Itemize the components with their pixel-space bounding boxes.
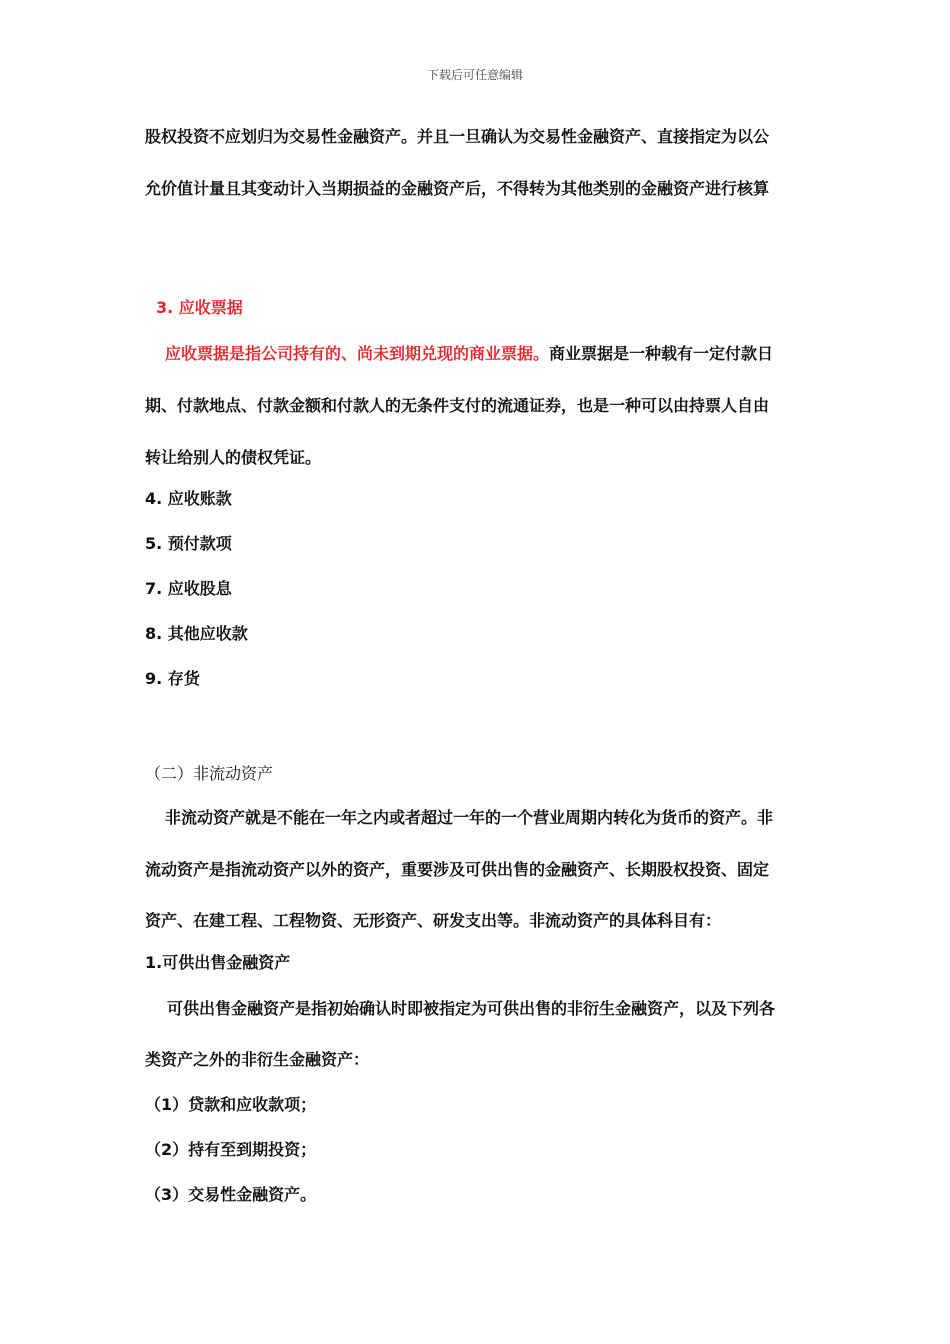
list-item: 4. 应收账款: [145, 489, 232, 508]
paragraph-line: 资产、在建工程、工程物资、无形资产、研发支出等。非流动资产的具体科目有：: [145, 911, 722, 930]
paragraph-line: 可供出售金融资产是指初始确认时即被指定为可供出售的非衍生金融资产，以及下列各: [167, 999, 776, 1018]
highlighted-definition: 应收票据是指公司持有的、尚未到期兑现的商业票据。: [165, 344, 550, 363]
page-header: 下载后可任意编辑: [426, 68, 523, 82]
paragraph-line: [165, 343, 835, 365]
paragraph-line: 流动资产是指流动资产以外的资产，重要涉及可供出售的金融资产、长期股权投资、固定: [145, 860, 770, 879]
list-item: （3）交易性金融资产。: [145, 1185, 317, 1204]
paragraph-line: 转让给别人的债权凭证。: [145, 448, 322, 467]
list-item: 9. 存货: [145, 669, 200, 688]
list-item: 8. 其他应收款: [145, 624, 248, 643]
subsection-heading-afs: 1.可供出售金融资产: [145, 953, 291, 972]
paragraph-line: 类资产之外的非衍生金融资产：: [145, 1050, 370, 1069]
section-heading-non-current-assets: （二）非流动资产: [145, 764, 274, 783]
paragraph-line: 期、付款地点、付款金额和付款人的无条件支付的流通证券，也是一种可以由持票人自由: [145, 396, 770, 415]
paragraph-text: 商业票据是一种载有一定付款日: [549, 344, 774, 363]
list-item: （1）贷款和应收款项；: [145, 1095, 317, 1114]
section-heading-notes-receivable: 3. 应收票据: [156, 298, 243, 317]
paragraph-line: 非流动资产就是不能在一年之内或者超过一年的一个营业周期内转化为货币的资产。非: [165, 808, 774, 827]
list-item: 7. 应收股息: [145, 579, 232, 598]
list-item: 5. 预付款项: [145, 534, 232, 553]
paragraph-line: 允价值计量且其变动计入当期损益的金融资产后，不得转为其他类别的金融资产进行核算: [145, 179, 770, 198]
list-item: （2）持有至到期投资；: [145, 1140, 317, 1159]
paragraph-line: 股权投资不应划归为交易性金融资产。并且一旦确认为交易性金融资产、直接指定为以公: [145, 127, 770, 146]
